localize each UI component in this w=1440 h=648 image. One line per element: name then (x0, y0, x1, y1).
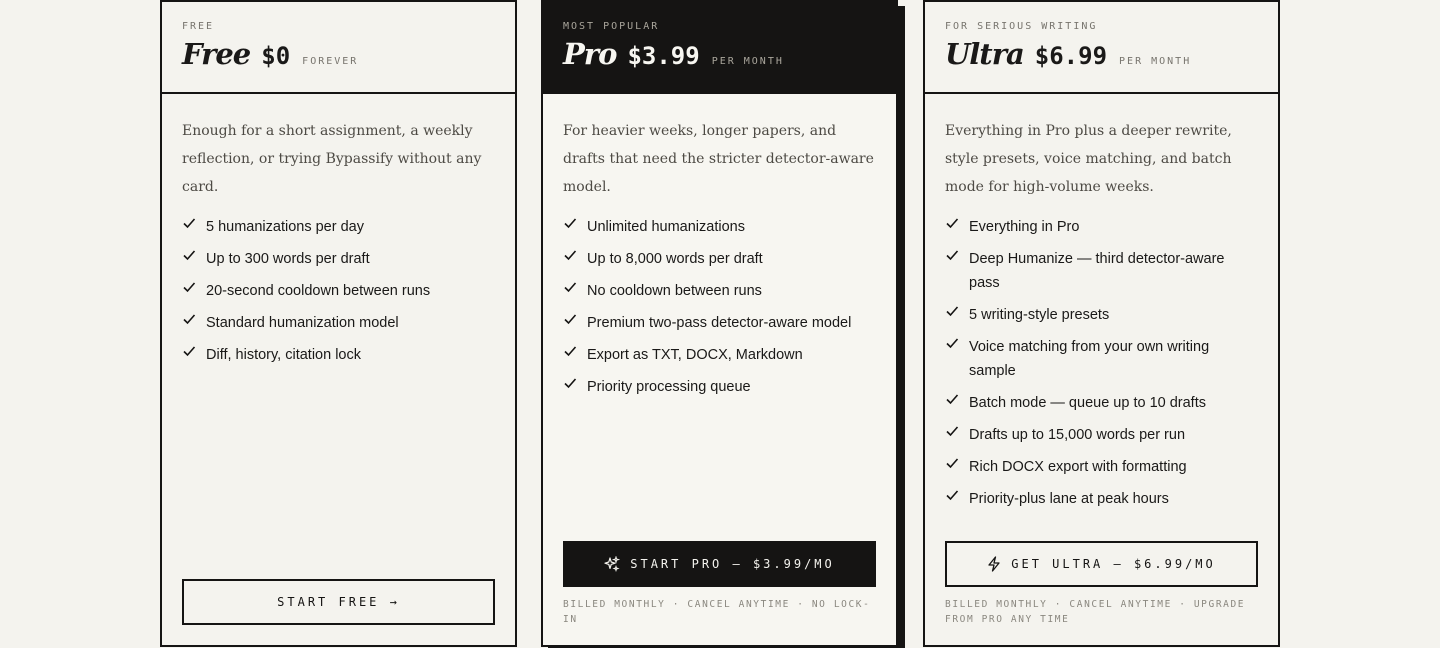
check-icon (945, 391, 961, 411)
price-row (182, 36, 495, 72)
feature-item (563, 215, 876, 239)
billing-note: BILLED MONTHLY · CANCEL ANYTIME · NO LOCK-IN (563, 599, 871, 625)
check-icon (563, 343, 579, 363)
price-row (945, 36, 1258, 72)
start-free-button[interactable] (182, 579, 495, 625)
feature-item (945, 247, 1258, 295)
plan-body (543, 94, 896, 399)
check-icon (563, 375, 579, 395)
start-pro-button[interactable] (563, 541, 876, 587)
feature-item (945, 423, 1258, 447)
feature-label: 20-second cooldown between runs (206, 283, 431, 299)
check-icon (945, 455, 961, 475)
check-icon (945, 303, 961, 323)
check-icon (563, 311, 579, 331)
plan-card-pro (541, 0, 898, 647)
feature-label: Everything in Pro (969, 219, 1080, 235)
check-icon (182, 215, 198, 235)
feature-label: Diff, history, citation lock (206, 347, 361, 363)
plan-price: $0 (261, 42, 291, 70)
plan-period: PER MONTH (711, 56, 784, 67)
cta-label: START PRO — $3.99/MO (630, 557, 835, 571)
plan-period: FOREVER (302, 56, 359, 67)
plan-price: $3.99 (627, 42, 700, 70)
check-icon (945, 423, 961, 443)
check-icon (945, 247, 961, 267)
feature-item (945, 215, 1258, 239)
feature-list (182, 215, 495, 367)
plan-body (162, 94, 515, 367)
plan-description: Everything in Pro plus a deeper rewrite, style presets, voice matching, and batch mode for high-volume weeks. (945, 123, 1232, 195)
feature-label: Up to 300 words per draft (206, 251, 370, 267)
cta-label: GET ULTRA — $6.99/MO (1011, 557, 1216, 571)
feature-item (945, 455, 1258, 479)
billing-note: BILLED MONTHLY · CANCEL ANYTIME · UPGRADE FROM PRO ANY TIME (945, 599, 1246, 625)
plan-description: For heavier weeks, longer papers, and drafts that need the stricter detector-aware model. (563, 123, 874, 195)
feature-label: Rich DOCX export with formatting (969, 459, 1187, 475)
feature-label: Standard humanization model (206, 315, 399, 331)
feature-label: Drafts up to 15,000 words per run (969, 427, 1186, 443)
feature-label: 5 writing-style presets (969, 307, 1110, 323)
feature-label: Voice matching from your own writing sample (969, 339, 1210, 379)
price-row (563, 36, 876, 72)
feature-item (945, 487, 1258, 511)
feature-list (945, 215, 1258, 511)
plan-card-ultra (923, 0, 1280, 647)
check-icon (182, 343, 198, 363)
check-icon (945, 215, 961, 235)
check-icon (563, 215, 579, 235)
feature-item (563, 247, 876, 271)
plan-price: $6.99 (1034, 42, 1108, 70)
feature-item (945, 335, 1258, 383)
check-icon (945, 335, 961, 355)
feature-item (563, 311, 876, 335)
plan-body (925, 94, 1278, 511)
plan-name: Free (182, 37, 251, 71)
check-icon (182, 311, 198, 331)
sparkles-icon (604, 556, 620, 572)
plan-eyebrow: MOST POPULAR (563, 21, 660, 32)
feature-label: Export as TXT, DOCX, Markdown (587, 347, 803, 363)
plan-eyebrow: FREE (182, 21, 215, 32)
plan-header (162, 2, 515, 94)
feature-label: No cooldown between runs (587, 283, 762, 299)
plan-period: PER MONTH (1119, 56, 1192, 67)
feature-label: Premium two-pass detector-aware model (587, 315, 852, 331)
check-icon (945, 487, 961, 507)
lightning-icon (987, 556, 1001, 572)
cta-label: START FREE → (277, 595, 400, 609)
feature-label: Unlimited humanizations (587, 219, 745, 235)
feature-label: Priority processing queue (587, 379, 751, 395)
feature-label: 5 humanizations per day (206, 219, 364, 235)
plan-header (925, 2, 1278, 94)
check-icon (563, 247, 579, 267)
feature-item (563, 375, 876, 399)
check-icon (182, 279, 198, 299)
feature-item (563, 343, 876, 367)
feature-label: Batch mode — queue up to 10 drafts (969, 395, 1206, 411)
feature-item (182, 279, 495, 303)
feature-label: Up to 8,000 words per draft (587, 251, 763, 267)
feature-item (182, 247, 495, 271)
feature-item (182, 215, 495, 239)
feature-label: Deep Humanize — third detector-aware pass (969, 251, 1225, 291)
plan-name: Ultra (945, 37, 1024, 71)
check-icon (563, 279, 579, 299)
feature-item (563, 279, 876, 303)
get-ultra-button[interactable] (945, 541, 1258, 587)
feature-label: Priority-plus lane at peak hours (969, 491, 1169, 507)
plan-card-free (160, 0, 517, 647)
feature-item (182, 343, 495, 367)
feature-list (563, 215, 876, 399)
check-icon (182, 247, 198, 267)
plan-name: Pro (563, 37, 617, 71)
feature-item (182, 311, 495, 335)
feature-item (945, 391, 1258, 415)
plan-header (543, 2, 896, 94)
plan-eyebrow: FOR SERIOUS WRITING (945, 21, 1098, 32)
plan-description: Enough for a short assignment, a weekly reflection, or trying Bypassify without any card. (182, 123, 482, 195)
feature-item (945, 303, 1258, 327)
